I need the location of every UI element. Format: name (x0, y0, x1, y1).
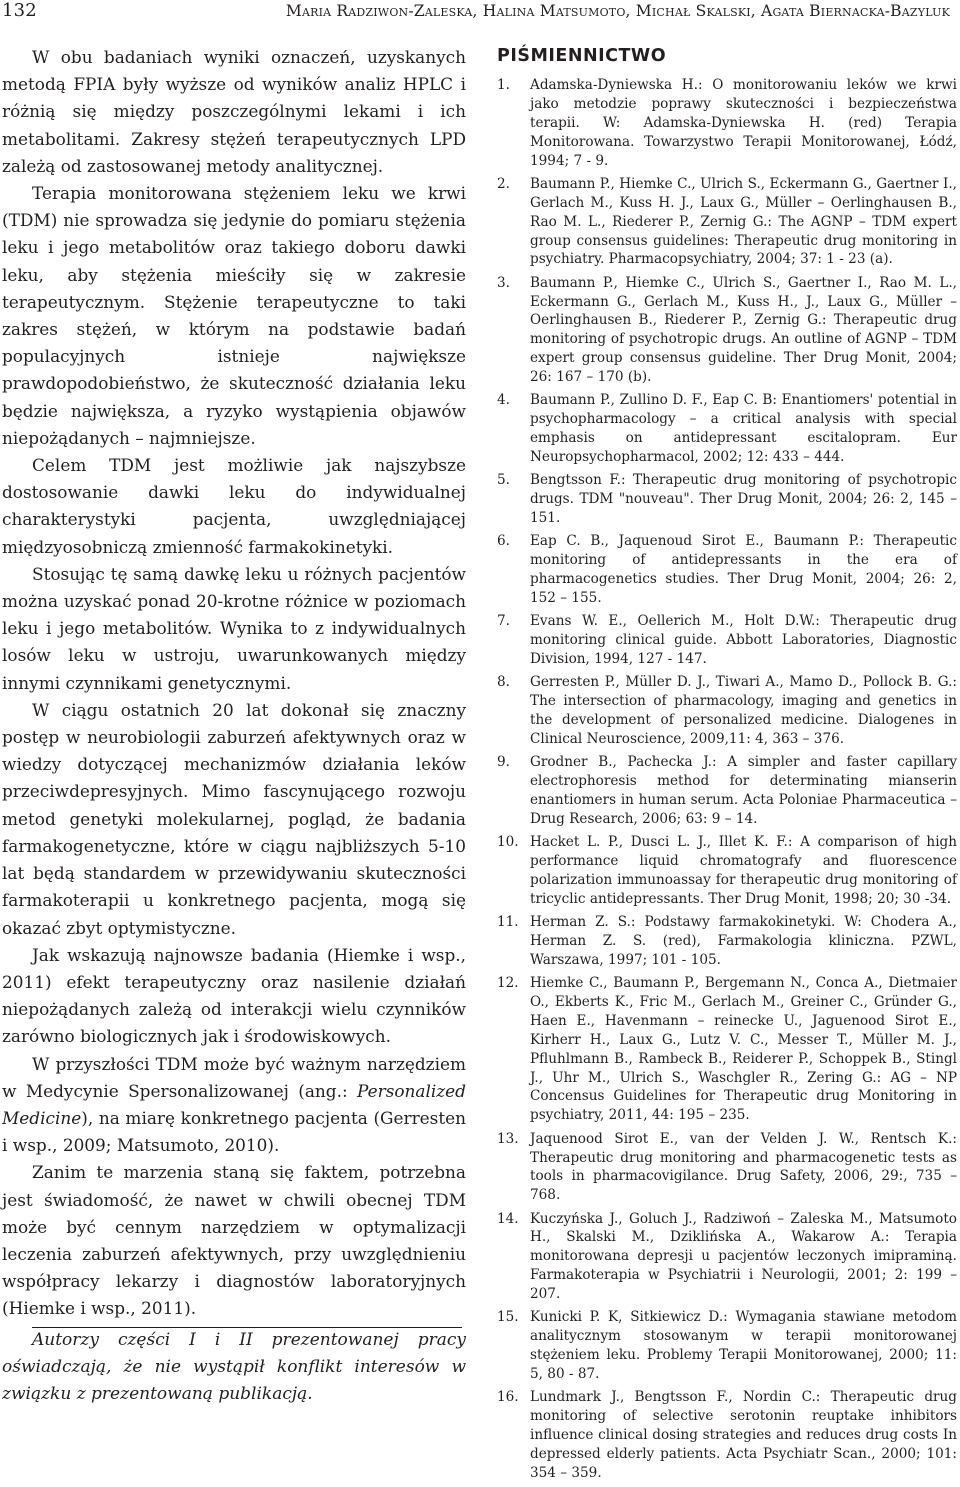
body-paragraph: W obu badaniach wyniki oznaczeń, uzyskanych metodą FPIA były wyższe od wyników analiz HPLC i różnią się między poszczególnymi lekami i ich metabolitami. Zakresy stężeń terapeutycznych LPD zależą od zastosowanej metody analitycznej. (2, 47, 466, 176)
body-paragraph: Zanim te marzenia staną się faktem, potrzebna jest świadomość, że nawet w chwili obecnej TDM może być cennym narzędziem w optymalizacji leczenia zaburzeń afektywnych, przy uwzględnieniu współpracy lekarzy i diagnostów laboratoryjnych (Hiemke i wsp., 2011). (2, 1162, 466, 1319)
body-paragraph: Stosując tę samą dawkę leku u różnych pacjentów można uzyskać ponad 20-krotne różnice w poziomach leku i jego metabolitów. Wynika to z indywidualnych losów leku w ustroju, uwarunkowanych między innymi czynnikami genetycznymi. (2, 563, 466, 693)
reference-text: Herman Z. S.: Podstawy farmakokinetyki. W: Chodera A., Herman Z. S. (red), Farmakologia kliniczna. PZWL, Warszawa, 1997; 101 - 105. (530, 914, 957, 968)
reference-item (497, 1388, 957, 1483)
reference-number: 9. (497, 754, 510, 771)
reference-item (497, 673, 957, 749)
page-number: 132 (2, 0, 37, 21)
body-paragraph (2, 1051, 466, 1160)
reference-item (497, 974, 957, 1125)
body-paragraph: Celem TDM jest możliwie jak najszybsze dostosowanie dawki leku do indywidualnej charakterystyki pacjenta, uwzględniającej międzyosobniczą zmienność farmakokinetyki. (2, 455, 466, 557)
reference-text: Hacket L. P., Dusci L. J., Illet K. F.: A comparison of high performance liquid chromatografy and fluorescence polarization immunoassay for therapeutic drug monitoring of tricyclic antidepressants. Ther Drug Monit, 1998; 20; 30 -34. (530, 834, 957, 907)
reference-item (497, 753, 957, 829)
reference-number: 5. (497, 472, 510, 489)
reference-item (497, 612, 957, 669)
reference-text: Bengtsson F.: Therapeutic drug monitoring of psychotropic drugs. TDM "nouveau". Ther Drug Monit, 2004; 26: 2, 145 – 151. (530, 472, 957, 527)
reference-number: 2. (497, 175, 510, 192)
paragraph-text: W przyszłości TDM może być ważnym narzędziem w Medycynie Spersonalizowanej (ang.: (2, 1053, 466, 1101)
running-head-authors: Maria Radziwon-Zaleska, Halina Matsumoto, Michał Skalski, Agata Biernacka-Bazyluk (285, 2, 950, 20)
reference-item (497, 833, 957, 909)
body-paragraph: W ciągu ostatnich 20 lat dokonał się znaczny postęp w neurobiologii zaburzeń afektywnych oraz w wiedzy dotyczącej mechanizmów działania leków przeciwdepresyjnych. Mimo fascynującego rozwoju metod genetyki molekularnej, pogląd, że badania farmakogenetyczne, które w ciągu najbliższych 5-10 lat będą standardem w przewidywaniu skuteczności farmakoterapii u konkretnego pacjenta, mogą się okazać zbyt optymistyczne. (2, 699, 466, 938)
reference-number: 8. (497, 674, 510, 691)
reference-text: Lundmark J., Bengtsson F., Nordin C.: Therapeutic drug monitoring of selective serotonin reuptake inhibitors influence clinical dosing strategies and reduces drug costs In depressed elderly patients. Acta Psychiatr Scan., 2000; 101: 354 – 359. (530, 1389, 957, 1481)
reference-number: 11. (497, 914, 519, 931)
paragraph-text: ), na miarę konkretnego pacjenta (Gerresten i wsp., 2009; Matsumoto, 2010). (2, 1107, 466, 1156)
reference-number: 15. (497, 1309, 519, 1326)
reference-text: Gerresten P., Müller D. J., Tiwari A., Mamo D., Pollock B. G.: The intersection of pharmacology, imaging and genetics in the development of personalized medicine. Dialogenes in Clinical Neuroscience, 2009,11: 4, 363 – 376. (530, 674, 957, 747)
reference-item (497, 471, 957, 528)
reference-number: 7. (497, 613, 510, 630)
reference-text: Kuczyńska J., Goluch J., Radziwoń – Zaleska M., Matsumoto H., Skalski M., Dziklińska A., Wakarow A.: Terapia monitorowana depresji u pacjentów leczonych imipraminą. Farmakoterapia w Psychiatrii i Neurologii, 2001; 2: 199 – 207. (530, 1210, 957, 1303)
reference-text: Baumann P., Zullino D. F., Eap C. B: Enantiomers' potential in psychopharmacology – a critical analysis with special emphasis on antidepressant escitalopram. Eur Neuropsychopharmacol, 2002; 12: 433 – 444. (530, 392, 957, 466)
emphasis-term: Personalized Medicine (2, 1080, 466, 1128)
reference-text: Baumann P., Hiemke C., Ulrich S., Gaertner I., Rao M. L., Eckermann G., Gerlach M., Kuss H., J., Laux G., Müller – Oerlinghausen B., Riederer P., Zernig G.: Therapeutic drug monitoring of psychotropic drugs. An outline of AGNP – TDM expert group consensus guideline. Ther Drug Monit, 2004; 26: 167 – 170 (b). (530, 274, 957, 386)
reference-item (497, 391, 957, 467)
body-text-column (2, 44, 466, 1323)
body-paragraph: Terapia monitorowana stężeniem leku we krwi (TDM) nie sprowadza się jedynie do pomiaru stężenia leku i jego metabolitów oraz takiego doboru dawki leku, aby stężenia mieściły się w zakresie terapeutycznym. Stężenie terapeutyczne to taki zakres stężeń, w którym na podstawie badań populacyjnych istnieje największe prawdopodobieństwo, że skuteczność działania leku będzie największa, a ryzyko wystąpienia objawów niepożądanych – najmniejsze. (2, 183, 466, 448)
reference-item (497, 274, 957, 387)
reference-number: 12. (497, 975, 519, 992)
reference-item (497, 913, 957, 970)
references-column (497, 44, 957, 1487)
reference-number: 14. (497, 1210, 519, 1227)
reference-number: 4. (497, 392, 510, 409)
reference-item (497, 1210, 957, 1305)
reference-number: 1. (497, 77, 510, 93)
reference-item (497, 1130, 957, 1206)
reference-item (497, 175, 957, 270)
references-list (497, 76, 957, 1483)
reference-item (497, 1308, 957, 1384)
reference-text: Kunicki P. K, Sitkiewicz D.: Wymagania stawiane metodom analitycznym stosowanym w terapii monitorowanej stężeniem leku. Problemy Terapii Monitorowanej, 2000; 11: 5, 80 - 87. (530, 1309, 957, 1383)
body-paragraph: Jak wskazują najnowsze badania (Hiemke i wsp., 2011) efekt terapeutyczny oraz nasilenie działań niepożądanych zależą od interakcji wielu czynników zarówno biologicznych jak i środowiskowych. (2, 944, 466, 1047)
references-heading: PIŚMIENNICTWO (497, 46, 667, 66)
reference-number: 3. (497, 274, 510, 291)
reference-number: 10. (497, 834, 519, 851)
author-note: Autorzy części I i II prezentowanej pracy oświadczają, że nie wystąpił konflikt interesów w związku z prezentowaną publikacją. (2, 1330, 466, 1404)
reference-number: 16. (497, 1389, 519, 1406)
reference-text: Jaquenood Sirot E., van der Velden J. W., Rentsch K.: Therapeutic drug monitoring and pharmacogenetic tests as tools in pharmacovigilance. Drug Safety, 2006, 29:, 735 – 768. (530, 1130, 957, 1204)
reference-text: Baumann P., Hiemke C., Ulrich S., Eckermann G., Gaertner I., Gerlach M., Kuss H. J., Laux G., Müller – Oerlinghausen B., Rao M. L., Riederer P., Zernig G.: The AGNP – TDM expert group consensus guidelines: Therapeutic drug monitoring in psychiatry. Pharmacopsychiatry, 2004; 37: 1 - 23 (a). (530, 175, 957, 268)
reference-text: Evans W. E., Oellerich M., Holt D.W.: Therapeutic drug monitoring clinical guide. Abbott Laboratories, Diagnostic Division, 1994, 127 - 147. (530, 613, 957, 668)
reference-item (497, 532, 957, 608)
reference-text: Hiemke C., Baumann P., Bergemann N., Conca A., Dietmaier O., Ekberts K., Fric M., Gerlach M., Greiner C., Gründer G., Haen E., Havenmann – reinecke U., Jaguenood Sirot E., Kirherr H., Laux G., Lutz V. C., Messer T., Müller M. J., Pfluhlmann B., Rambeck B., Reiderer P., Schoppek B., Stingl J., Uhr M., Ulrich S., Waschgler R., Zering G.: AG – NP Concensus Guidelines for Therapeutic drug Monitoring in psychiatry, 2011, 44: 195 – 235. (530, 975, 957, 1124)
reference-text: Eap C. B., Jaquenoud Sirot E., Baumann P.: Therapeutic monitoring of antidepressants in the era of pharmacogenetics studies. Ther Drug Monit, 2004; 26: 2, 152 – 155. (530, 533, 957, 607)
page-header (0, 0, 960, 32)
reference-number: 6. (497, 533, 510, 550)
reference-text: Grodner B., Pachecka J.: A simpler and faster capillary electrophoresis method for determinating mianserin enantiomers in human serum. Acta Poloniae Pharmaceutica – Drug Research, 2006; 63: 9 – 14. (530, 754, 957, 827)
reference-item (497, 76, 957, 171)
reference-text: Adamska-Dyniewska H.: O monitorowaniu leków we krwi jako metodzie poprawy skuteczności i bezpieczeństwa terapii. W: Adamska-Dyniewska H. (red) Terapia Monitorowana. Towarzystwo Terapii Monitorowanej, Łódź, 1994; 7 - 9. (530, 77, 957, 169)
reference-number: 13. (497, 1130, 519, 1147)
